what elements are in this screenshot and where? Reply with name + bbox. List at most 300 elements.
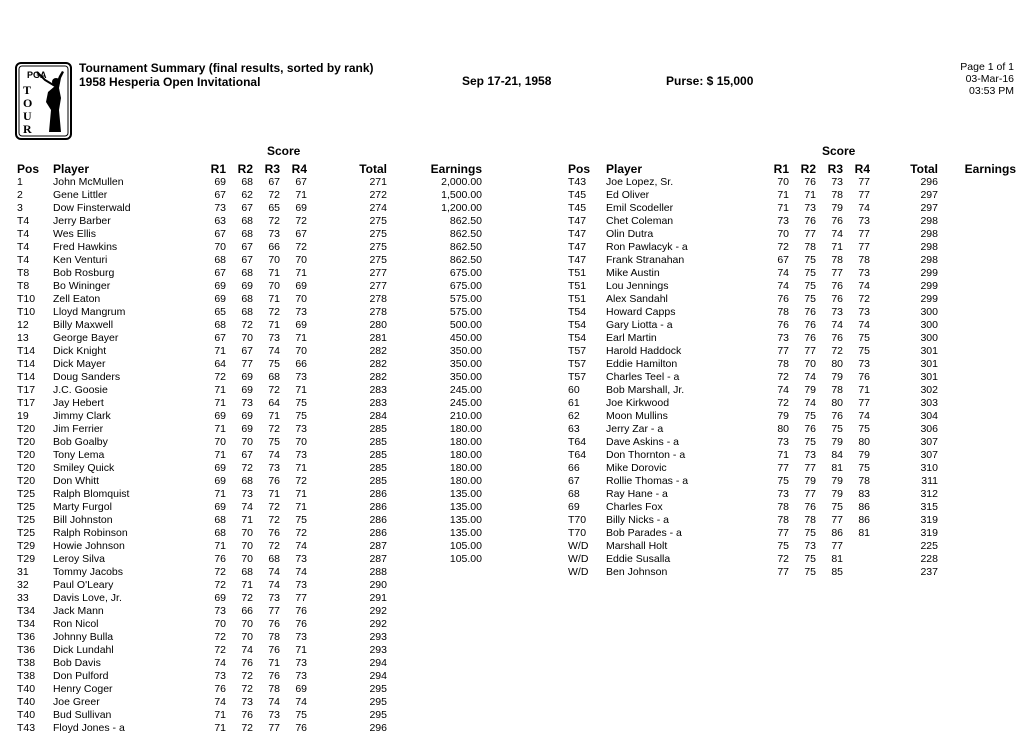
cell-total: 294 [369, 670, 387, 682]
cell-r4: 76 [295, 722, 307, 734]
cell-r1: 68 [214, 514, 226, 526]
cell-total: 285 [369, 475, 387, 487]
table-row [17, 189, 482, 202]
cell-r3: 76 [268, 527, 280, 539]
cell-r1: 76 [777, 319, 789, 331]
cell-player: Gary Liotta - a [606, 319, 673, 331]
cell-player: Bob Marshall, Jr. [606, 384, 685, 396]
cell-pos: 33 [17, 592, 29, 604]
cell-pos: 61 [568, 397, 580, 409]
table-row [17, 202, 482, 215]
cell-r3: 78 [831, 384, 843, 396]
cell-player: Doug Sanders [53, 371, 121, 383]
cell-r4: 73 [295, 423, 307, 435]
cell-total: 306 [920, 423, 938, 435]
cell-r4: 79 [858, 449, 870, 461]
cell-r3: 75 [831, 423, 843, 435]
cell-earnings [938, 254, 1016, 267]
cell-r1: 67 [214, 332, 226, 344]
cell-r1: 69 [214, 280, 226, 292]
cell-earnings: 135.00 [449, 527, 482, 539]
cell-player: Alex Sandahl [606, 293, 668, 305]
table-row [568, 306, 1016, 319]
cell-r2: 67 [241, 241, 253, 253]
cell-total: 295 [369, 709, 387, 721]
cell-r4: 69 [295, 319, 307, 331]
cell-player: Mike Dorovic [606, 462, 667, 474]
cell-earnings [938, 345, 1016, 358]
cell-player: Dave Askins - a [606, 436, 679, 448]
cell-player: Lloyd Mangrum [53, 306, 126, 318]
cell-r1: 73 [777, 488, 789, 500]
cell-player: Smiley Quick [53, 462, 115, 474]
cell-r3: 77 [831, 267, 843, 279]
cell-total: 275 [369, 241, 387, 253]
cell-r3: 74 [831, 228, 843, 240]
cell-r1: 78 [777, 501, 789, 513]
cell-pos: 60 [568, 384, 580, 396]
cell-r4: 73 [858, 215, 870, 227]
table-row [17, 540, 482, 553]
cell-player: Ed Oliver [606, 189, 650, 201]
cell-r1: 72 [214, 579, 226, 591]
table-row [568, 566, 1016, 579]
cell-pos: T70 [568, 527, 587, 539]
cell-r4: 80 [858, 436, 870, 448]
cell-player: Henry Coger [53, 683, 113, 695]
cell-earnings [938, 410, 1016, 423]
cell-r3: 75 [831, 501, 843, 513]
cell-r4: 73 [295, 306, 307, 318]
cell-earnings: 180.00 [449, 449, 482, 461]
cell-r3: 74 [268, 345, 280, 357]
cell-r2: 68 [241, 475, 253, 487]
cell-earnings [387, 670, 482, 683]
cell-total: 287 [369, 553, 387, 565]
cell-earnings [938, 241, 1016, 254]
cell-earnings [387, 722, 482, 735]
cell-earnings [938, 566, 1016, 579]
table-row [568, 462, 1016, 475]
cell-player: Jerry Zar - a [606, 423, 664, 435]
cell-r1: 71 [214, 423, 226, 435]
cell-earnings: 675.00 [449, 267, 482, 279]
cell-earnings [387, 696, 482, 709]
cell-r1: 67 [777, 254, 789, 266]
table-row [17, 709, 482, 722]
cell-r2: 73 [241, 488, 253, 500]
table-row [568, 202, 1016, 215]
cell-earnings [387, 644, 482, 657]
cell-r2: 76 [804, 423, 816, 435]
cell-earnings: 180.00 [449, 475, 482, 487]
cell-r2: 75 [804, 436, 816, 448]
cell-earnings: 862.50 [449, 228, 482, 240]
cell-r4: 74 [858, 410, 870, 422]
cell-r1: 71 [214, 722, 226, 734]
cell-r2: 69 [241, 423, 253, 435]
cell-total: 285 [369, 423, 387, 435]
cell-r1: 63 [214, 215, 226, 227]
table-row [17, 423, 482, 436]
cell-player: Eddie Hamilton [606, 358, 678, 370]
cell-player: Leroy Silva [53, 553, 105, 565]
cell-r3: 76 [831, 410, 843, 422]
cell-pos: T17 [17, 397, 36, 409]
cell-r4: 77 [858, 189, 870, 201]
cell-r1: 74 [777, 280, 789, 292]
cell-pos: T64 [568, 449, 587, 461]
cell-r4: 75 [858, 345, 870, 357]
cell-earnings: 135.00 [449, 514, 482, 526]
cell-pos: T14 [17, 358, 36, 370]
table-row [17, 280, 482, 293]
cell-r1: 71 [777, 449, 789, 461]
table-row [568, 527, 1016, 540]
cell-r2: 70 [241, 332, 253, 344]
cell-r1: 72 [777, 553, 789, 565]
cell-total: 286 [369, 488, 387, 500]
cell-player: Charles Teel - a [606, 371, 680, 383]
cell-player: Dick Lundahl [53, 644, 114, 656]
cell-player: Davis Love, Jr. [53, 592, 122, 604]
cell-total: 274 [369, 202, 387, 214]
table-row [17, 319, 482, 332]
cell-r3: 76 [268, 670, 280, 682]
cell-r2: 75 [804, 293, 816, 305]
cell-r4: 73 [295, 631, 307, 643]
cell-r2: 76 [804, 501, 816, 513]
cell-player: Paul O'Leary [53, 579, 114, 591]
cell-pos: 2 [17, 189, 23, 201]
page-number: Page 1 of 1 [960, 61, 1014, 73]
cell-r1: 71 [214, 540, 226, 552]
cell-r4: 75 [858, 462, 870, 474]
cell-r2: 70 [241, 631, 253, 643]
cell-player: Floyd Jones - a [53, 722, 125, 734]
cell-pos: T45 [568, 189, 587, 201]
cell-pos: 13 [17, 332, 29, 344]
cell-total: 298 [920, 254, 938, 266]
cell-player: Chet Coleman [606, 215, 674, 227]
cell-r4: 76 [295, 618, 307, 630]
cell-pos: T57 [568, 358, 587, 370]
cell-r4: 78 [858, 254, 870, 266]
cell-earnings: 2,000.00 [441, 176, 482, 188]
report-title-block [79, 61, 374, 89]
cell-r4: 74 [295, 540, 307, 552]
cell-r3: 73 [268, 462, 280, 474]
cell-earnings: 450.00 [449, 332, 482, 344]
cell-r1: 70 [777, 176, 789, 188]
cell-pos: 68 [568, 488, 580, 500]
cell-player: Ken Venturi [53, 254, 108, 266]
cell-r3: 71 [268, 319, 280, 331]
cell-pos: T10 [17, 293, 36, 305]
cell-r1: 71 [214, 397, 226, 409]
cell-r1: 79 [777, 410, 789, 422]
cell-r4: 75 [295, 410, 307, 422]
cell-r4: 78 [858, 475, 870, 487]
svg-text:U: U [23, 109, 32, 123]
table-row [568, 553, 1016, 566]
cell-player: Ray Hane - a [606, 488, 668, 500]
cell-total: 295 [369, 696, 387, 708]
cell-earnings [938, 540, 1016, 553]
col-r2: R2 [800, 162, 816, 176]
cell-r3: 71 [268, 488, 280, 500]
cell-pos: T20 [17, 462, 36, 474]
cell-r2: 77 [241, 358, 253, 370]
cell-r3: 84 [831, 449, 843, 461]
cell-earnings [938, 267, 1016, 280]
cell-r1: 72 [214, 631, 226, 643]
table-row [568, 332, 1016, 345]
col-pos: Pos [568, 162, 591, 176]
table-row [17, 293, 482, 306]
cell-total: 307 [920, 436, 938, 448]
cell-r4: 73 [295, 579, 307, 591]
cell-pos: T64 [568, 436, 587, 448]
cell-r4: 75 [858, 332, 870, 344]
table-row [17, 553, 482, 566]
cell-r4 [843, 553, 870, 566]
cell-r3: 74 [268, 566, 280, 578]
cell-player: Ralph Blomquist [53, 488, 130, 500]
cell-pos: T47 [568, 215, 587, 227]
cell-r2: 71 [241, 579, 253, 591]
cell-r4: 74 [858, 202, 870, 214]
cell-r1: 69 [214, 176, 226, 188]
cell-player: Ron Pawlacyk - a [606, 241, 688, 253]
cell-earnings [938, 319, 1016, 332]
table-row [17, 397, 482, 410]
cell-earnings [387, 683, 482, 696]
cell-r1: 70 [777, 228, 789, 240]
cell-r1: 68 [214, 527, 226, 539]
cell-r4: 76 [858, 371, 870, 383]
cell-pos: 32 [17, 579, 29, 591]
table-row [568, 358, 1016, 371]
col-r4: R4 [854, 162, 870, 176]
cell-r2: 76 [241, 709, 253, 721]
cell-r1: 65 [214, 306, 226, 318]
cell-earnings [938, 488, 1016, 501]
cell-earnings: 862.50 [449, 241, 482, 253]
cell-player: Bob Davis [53, 657, 101, 669]
cell-total: 288 [369, 566, 387, 578]
cell-r4: 72 [295, 475, 307, 487]
cell-earnings [938, 384, 1016, 397]
cell-total: 294 [369, 657, 387, 669]
cell-earnings [938, 228, 1016, 241]
cell-r1: 70 [214, 241, 226, 253]
cell-r1: 71 [777, 189, 789, 201]
cell-r4: 77 [858, 228, 870, 240]
cell-total: 282 [369, 345, 387, 357]
cell-total: 278 [369, 306, 387, 318]
cell-r2: 76 [241, 657, 253, 669]
cell-r4: 73 [295, 553, 307, 565]
cell-r4: 73 [295, 449, 307, 461]
cell-r1: 77 [777, 345, 789, 357]
cell-r3: 86 [831, 527, 843, 539]
cell-r1: 72 [214, 644, 226, 656]
event-dates: Sep 17-21, 1958 [462, 74, 552, 88]
cell-player: Fred Hawkins [53, 241, 118, 253]
cell-earnings: 210.00 [449, 410, 482, 422]
cell-r1: 76 [777, 293, 789, 305]
cell-total: 286 [369, 527, 387, 539]
table-row [17, 332, 482, 345]
col-earnings: Earnings [964, 162, 1016, 176]
cell-earnings: 180.00 [449, 462, 482, 474]
cell-total: 302 [920, 384, 938, 396]
cell-r2: 68 [241, 267, 253, 279]
cell-player: Wes Ellis [53, 228, 96, 240]
cell-r1: 69 [214, 475, 226, 487]
col-player: Player [53, 162, 90, 176]
cell-earnings: 1,500.00 [441, 189, 482, 201]
table-row [17, 566, 482, 579]
cell-pos: T29 [17, 540, 36, 552]
cell-total: 300 [920, 332, 938, 344]
cell-r1: 73 [777, 436, 789, 448]
cell-player: Ben Johnson [606, 566, 668, 578]
table-row [568, 384, 1016, 397]
cell-r2: 68 [241, 306, 253, 318]
cell-r3: 81 [831, 553, 843, 565]
cell-r3: 76 [268, 618, 280, 630]
cell-r3: 79 [831, 488, 843, 500]
cell-r2: 62 [241, 189, 253, 201]
cell-pos: T45 [568, 202, 587, 214]
cell-player: Don Whitt [53, 475, 100, 487]
cell-pos: T14 [17, 345, 36, 357]
cell-r2: 68 [241, 215, 253, 227]
table-row [17, 176, 482, 189]
cell-r4: 77 [858, 176, 870, 188]
cell-player: Joe Lopez, Sr. [606, 176, 674, 188]
cell-player: J.C. Goosie [53, 384, 108, 396]
cell-r2: 68 [241, 228, 253, 240]
table-row [568, 267, 1016, 280]
table-row [17, 345, 482, 358]
cell-r2: 70 [241, 553, 253, 565]
cell-total: 319 [920, 527, 938, 539]
cell-player: Rollie Thomas - a [606, 475, 689, 487]
table-row [17, 501, 482, 514]
cell-total: 287 [369, 540, 387, 552]
cell-r3: 71 [831, 241, 843, 253]
table-row [568, 176, 1016, 189]
cell-earnings [938, 280, 1016, 293]
cell-earnings: 350.00 [449, 345, 482, 357]
cell-pos: T14 [17, 371, 36, 383]
cell-player: Marshall Holt [606, 540, 668, 552]
cell-player: Johnny Bulla [53, 631, 114, 643]
cell-earnings [938, 514, 1016, 527]
cell-r2: 79 [804, 384, 816, 396]
cell-r3: 65 [268, 202, 280, 214]
cell-player: Bill Johnston [53, 514, 113, 526]
cell-player: Emil Scodeller [606, 202, 674, 214]
cell-r2: 71 [804, 189, 816, 201]
cell-earnings [938, 176, 1016, 189]
cell-player: Charles Fox [606, 501, 663, 513]
cell-total: 237 [920, 566, 938, 578]
cell-r1: 67 [214, 267, 226, 279]
cell-r3: 75 [268, 436, 280, 448]
cell-r3: 73 [268, 332, 280, 344]
cell-pos: T10 [17, 306, 36, 318]
cell-pos: 31 [17, 566, 29, 578]
cell-earnings: 575.00 [449, 293, 482, 305]
cell-total: 282 [369, 358, 387, 370]
cell-pos: 63 [568, 423, 580, 435]
cell-total: 303 [920, 397, 938, 409]
cell-r1: 77 [777, 566, 789, 578]
cell-r4: 74 [858, 280, 870, 292]
col-r3: R3 [827, 162, 843, 176]
cell-r1: 77 [777, 527, 789, 539]
cell-r2: 75 [804, 566, 816, 578]
cell-total: 283 [369, 384, 387, 396]
cell-r1: 74 [214, 657, 226, 669]
cell-r4: 75 [295, 397, 307, 409]
cell-r1: 78 [777, 306, 789, 318]
table-row [17, 358, 482, 371]
svg-text:PGA: PGA [27, 70, 47, 80]
cell-r2: 70 [241, 618, 253, 630]
cell-r2: 70 [241, 540, 253, 552]
cell-player: Don Thornton - a [606, 449, 686, 461]
cell-player: Howie Johnson [53, 540, 125, 552]
cell-player: Billy Maxwell [53, 319, 114, 331]
cell-earnings [938, 358, 1016, 371]
cell-r3: 72 [268, 384, 280, 396]
cell-r2: 75 [804, 254, 816, 266]
cell-r2: 75 [804, 410, 816, 422]
cell-r2: 78 [804, 514, 816, 526]
cell-player: George Bayer [53, 332, 119, 344]
cell-r2: 76 [804, 176, 816, 188]
cell-player: Eddie Susalla [606, 553, 671, 565]
cell-r2: 73 [241, 397, 253, 409]
cell-r4: 69 [295, 280, 307, 292]
cell-r3: 77 [268, 722, 280, 734]
cell-player: Bo Wininger [53, 280, 111, 292]
cell-player: Jack Mann [53, 605, 104, 617]
table-row [17, 449, 482, 462]
cell-r4: 72 [295, 527, 307, 539]
cell-r4: 73 [295, 670, 307, 682]
cell-r3: 71 [268, 293, 280, 305]
cell-total: 292 [369, 618, 387, 630]
pga-tour-logo [15, 62, 72, 140]
table-row [17, 254, 482, 267]
table-row [568, 345, 1016, 358]
cell-r4: 71 [295, 267, 307, 279]
cell-r2: 76 [804, 319, 816, 331]
cell-earnings: 105.00 [449, 553, 482, 565]
cell-total: 291 [369, 592, 387, 604]
cell-r3: 72 [268, 514, 280, 526]
print-date: 03-Mar-16 [965, 73, 1014, 85]
cell-pos: T36 [17, 644, 36, 656]
cell-earnings [387, 579, 482, 592]
cell-total: 282 [369, 371, 387, 383]
